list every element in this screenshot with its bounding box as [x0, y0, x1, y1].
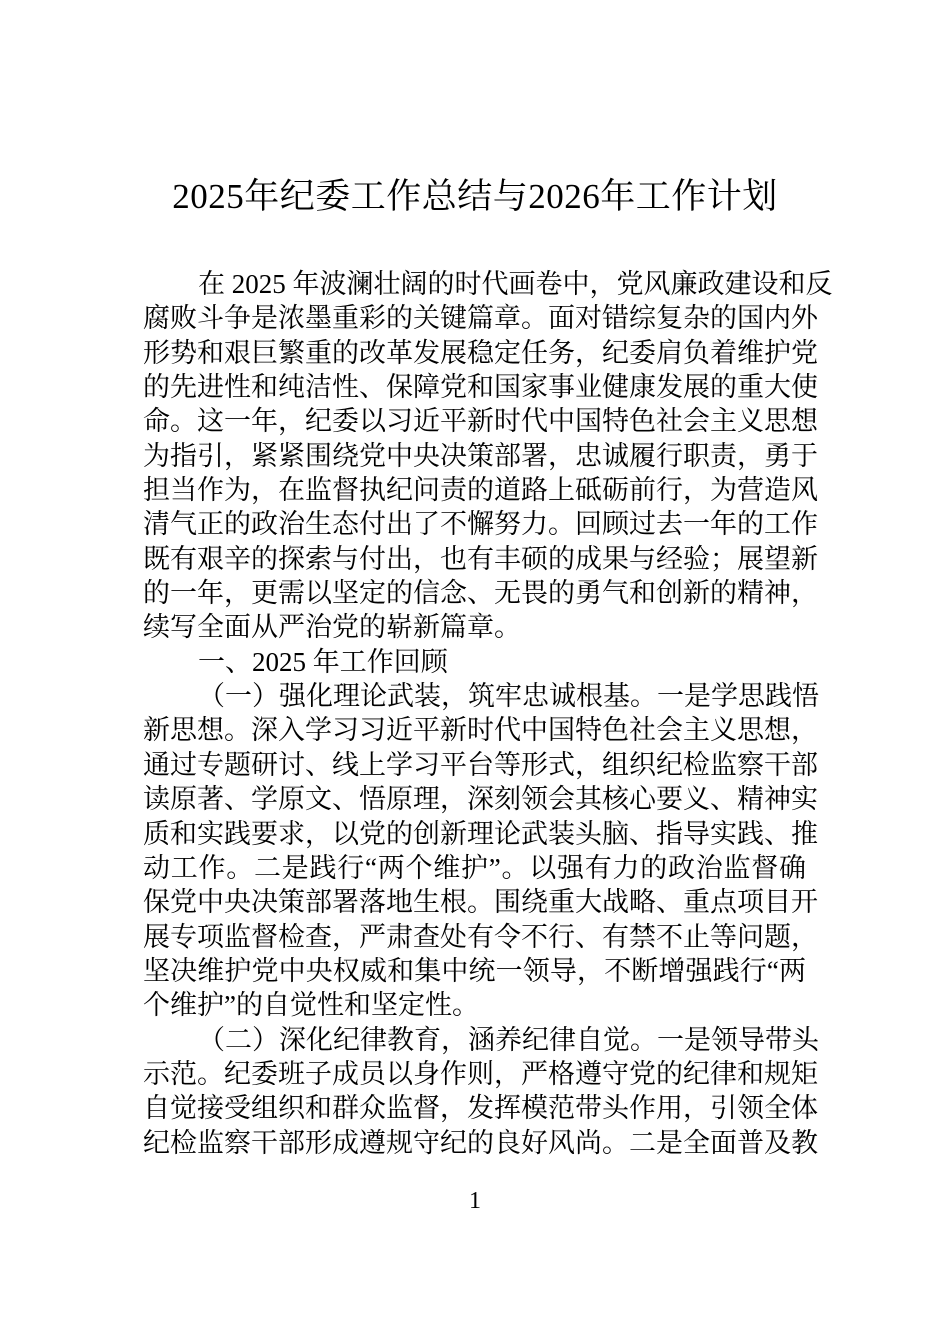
text-line: 担当作为，在监督执纪问责的道路上砥砺前行，为营造风	[143, 475, 818, 506]
text-line: 清气正的政治生态付出了不懈努力。回顾过去一年的工作	[143, 509, 818, 540]
text-line: 命。这一年，纪委以习近平新时代中国特色社会主义思想	[143, 406, 818, 437]
document-body	[143, 267, 833, 1160]
text-line: 形势和艰巨繁重的改革发展稳定任务，纪委肩负着维护党	[143, 337, 818, 368]
text-line: 新思想。深入学习习近平新时代中国特色社会主义思想，	[143, 715, 818, 746]
text-line: 坚决维护党中央权威和集中统一领导，不断增强践行“两	[143, 955, 806, 986]
text-line: 为指引，紧紧围绕党中央决策部署，忠诚履行职责，勇于	[143, 440, 818, 471]
text-line: 个维护”的自觉性和坚定性。	[143, 990, 479, 1021]
text-line: 续写全面从严治党的崭新篇章。	[143, 612, 521, 643]
text-line: 动工作。二是践行“两个维护”。以强有力的政治监督确	[143, 852, 806, 883]
text-line: 质和实践要求，以党的创新理论武装头脑、指导实践、推	[143, 818, 818, 849]
text-line: 读原著、学原文、悟原理，深刻领会其核心要义、精神实	[143, 784, 818, 815]
text-line: 既有艰辛的探索与付出，也有丰硕的成果与经验；展望新	[143, 543, 818, 574]
text-line: 保党中央决策部署落地生根。围绕重大战略、重点项目开	[143, 887, 818, 918]
text-line: （二）深化纪律教育，涵养纪律自觉。一是领导带头	[198, 1024, 819, 1055]
text-line: 腐败斗争是浓墨重彩的关键篇章。面对错综复杂的国内外	[143, 303, 818, 334]
text-line: 示范。纪委班子成员以身作则，严格遵守党的纪律和规矩	[143, 1058, 818, 1089]
text-line: 在 2025 年波澜壮阔的时代画卷中，党风廉政建设和反	[198, 269, 833, 299]
text-line: 的先进性和纯洁性、保障党和国家事业健康发展的重大使	[143, 372, 818, 403]
text-line: 展专项监督检查，严肃查处有令不行、有禁不止等问题，	[143, 921, 818, 952]
section-heading: 一、2025 年工作回顾	[198, 646, 448, 677]
text-line: 通过专题研讨、线上学习平台等形式，组织纪检监察干部	[143, 749, 818, 780]
text-line: 的一年，更需以坚定的信念、无畏的勇气和创新的精神，	[143, 578, 818, 609]
text-line: （一）强化理论武装，筑牢忠诚根基。一是学思践悟	[198, 681, 819, 712]
text-line: 自觉接受组织和群众监督，发挥模范带头作用，引领全体	[143, 1093, 818, 1124]
text-line: 纪检监察干部形成遵规守纪的良好风尚。二是全面普及教	[143, 1127, 818, 1158]
document-title: 2025年纪委工作总结与2026年工作计划	[172, 177, 778, 216]
page-number: 1	[469, 1188, 481, 1214]
